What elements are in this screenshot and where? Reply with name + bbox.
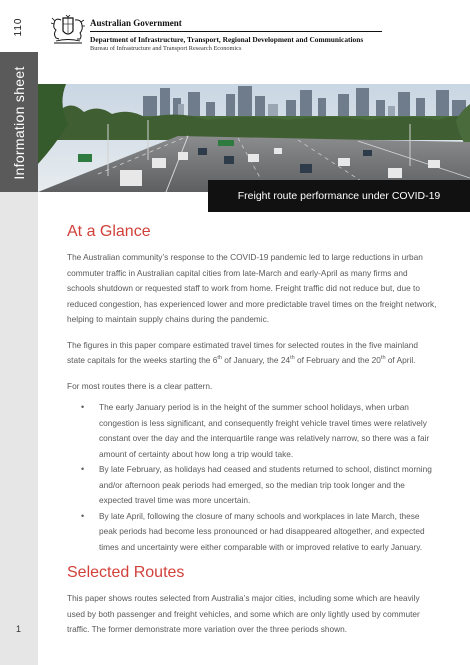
department-name: Department of Infrastructure, Transport, Regional Development and Communications [90,35,364,44]
sheet-number-box [0,0,38,52]
government-name: Australian Government [90,18,182,28]
coat-of-arms-icon [50,14,86,46]
figures-paragraph: The figures in this paper compare estimated travel times for selected routes in the five mainland state capitals for the weeks starting the 6th of January, the 24th of February and the 20th of April. [67,339,418,365]
list-item: • By late April, following the closure of many schools and workplaces in late March, these peak periods had become less pronounced or had disappeared altogether, and expected times and uncertainty were either comparable with or improved relative to early January. [81,509,437,556]
sheet-number: 110 [13,17,24,37]
freeway-city-photo [38,84,470,192]
page-number: 1 [16,624,22,634]
header [38,0,470,84]
list-item: • The early January period is in the height of the summer school holidays, when urban congestion is less significant, and consequently freight vehicle travel times were relatively constant over the day and the interquartile range was relatively narrow, so there was a fair amount of certainty about how long a trip would take. [81,400,437,462]
document-title: Freight route performance under COVID-19 [237,190,441,202]
pattern-list [81,400,437,555]
main-content [67,222,437,638]
bureau-name: Bureau of Infrastructure and Transport Research Economics [90,45,242,52]
at-a-glance-heading: At a Glance [67,223,151,240]
intro-paragraph: The Australian community’s response to the COVID-19 pandemic led to large reductions in urban commuter traffic in Australian capital cities from late-March and early-April as many firms and schools shutdown or requested staff to work from home. Freight traffic did not reduce but, due to reduced congestion, has experienced lower and more predictable travel times on the freight network, helping to maintain supply chains during the pandemic. [67,252,437,324]
title-banner [208,180,470,212]
information-sheet-label: Information sheet [11,66,27,180]
header-rule [90,31,382,32]
routes-paragraph: This paper shows routes selected from Australia’s major cities, including some which are heavily used by both passenger and freight vehicles, and some which are only lightly used by commuter traffic. The former demonstrate more variation over the three periods shown. [67,593,420,634]
list-item: • By late February, as holidays had ceased and students returned to school, distinct morning and/or afternoon peak periods had emerged, so the median trip took longer and the expected travel time was more uncertain. [81,462,437,509]
pattern-paragraph: For most routes there is a clear pattern. [67,380,213,391]
sidebar [0,0,38,665]
selected-routes-heading: Selected Routes [67,564,185,581]
